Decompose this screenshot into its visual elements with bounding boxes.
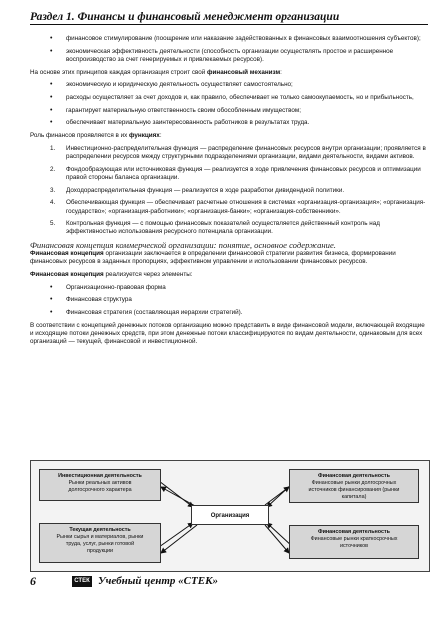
paragraph-cashflow: В соответствии с концепцией денежных потоков организацию можно представить в виде финансовой модели, включающей входящие и исходящие потоки денежных средств, при этом денежные потоки классифицируются по видам деятельности, одинаковым для всех организаций — текущей, финансовой и инвестиционной. xyxy=(30,321,425,346)
page-header xyxy=(30,7,428,25)
page-number: 6 xyxy=(30,574,36,588)
paragraph-concept xyxy=(30,250,428,266)
numbered-item xyxy=(30,220,428,236)
box-current xyxy=(39,523,161,563)
item-number: 1. xyxy=(50,144,56,152)
item-text: Инвестиционно-распределительная функция — распределение финансовых ресурсов внутри организации; проявляется в распределении ресурсов между структурными подразделениями организации, видами деятельности, видами активов. xyxy=(66,144,426,161)
item-number: 3. xyxy=(50,186,56,194)
paragraph-functions xyxy=(30,132,428,140)
list-item: • Финансовая структура xyxy=(30,296,428,304)
publisher-name: Учебный центр «СТЕК» xyxy=(98,575,219,587)
arrow-invest-out xyxy=(161,487,197,507)
box-desc: Рынки реальных активов долгосрочного характера xyxy=(68,480,132,493)
box-financial-short xyxy=(289,525,419,559)
cashflow-diagram xyxy=(30,460,430,572)
paragraph-elements xyxy=(30,271,428,279)
box-desc: Рынки сырья и материалов, рынки труда, услуг, рынки готовой продукции xyxy=(56,534,144,554)
list-item: • экономическая эффективность деятельности (способность организации осуществлять простое и расширенное воспроизводство за счет генерируемых и привлекаемых ресурсов). xyxy=(30,48,428,64)
item-number: 5. xyxy=(50,220,56,228)
numbered-item xyxy=(30,145,428,161)
list-item: • финансовое стимулирование (поощрение или наказание задействованных в финансовых взаимоотношения субъектов); xyxy=(30,35,428,43)
item-number: 2. xyxy=(50,165,56,173)
arrow-fin1-out xyxy=(265,487,289,505)
paragraph-mechanism xyxy=(30,69,428,77)
bold-term: Финансовая концепция xyxy=(30,250,104,258)
box-investment xyxy=(39,469,161,501)
numbered-item xyxy=(30,166,428,182)
box-desc: Финансовые рынки краткосрочных источников xyxy=(310,536,398,549)
page-footer xyxy=(30,573,428,590)
arrow-current-in xyxy=(159,523,193,547)
box-organization: Организация xyxy=(191,505,269,525)
text: реализуется через элементы: xyxy=(103,271,193,279)
list-item: • обеспечивает материальную заинтересованность работников в результатах труда. xyxy=(30,119,428,127)
item-text: Фондообразующая или источниковая функция — реализуется в ходе привлечения финансовых ресурсов и оптимизации правой стороны баланса организации. xyxy=(66,165,421,181)
text: : xyxy=(280,68,282,76)
page-content xyxy=(30,35,428,351)
item-text: Обеспечивающая функция — обеспечивает расчетные отношения в системах «организация-организация»; «организация-государство»; «организация-работники»; «организация-банки»; «организация-собственники». xyxy=(66,199,426,215)
box-desc: Финансовые рынки долгосрочных источников финансирования (рынки капитала) xyxy=(308,480,400,500)
arrow-fin2-out xyxy=(265,525,289,553)
text: организации заключается в определении финансовой стратегии развития бизнеса, формировании финансовых ресурсов в заданных пропорциях, эффективном управлении и использовании финансовых ресурсов. xyxy=(30,250,396,266)
box-title: Инвестиционная деятельность xyxy=(58,473,142,479)
item-text: Доходораспределительная функция — реализуется в ходе разработки дивидендной политики. xyxy=(66,186,345,194)
item-text: Контрольная функция — с помощью финансовых показателей осуществляется действенный контроль над эффективностью использования ресурсного потенциала организации. xyxy=(66,220,380,236)
list-item: • экономическую и юридическую деятельность осуществляет самостоятельно; xyxy=(30,81,428,89)
text: На основе этих принципов каждая организация строит свой xyxy=(30,68,208,76)
bold-term: финансовый механизм xyxy=(207,68,281,76)
stek-logo: СТЕК xyxy=(72,576,92,587)
list-item: • расходы осуществляет за счет доходов и, как правило, обеспечивает не только самоокупаемость, но и прибыльность, xyxy=(30,94,428,102)
section-title: Финансовая концепция коммерческой организации: понятие, основное содержание. xyxy=(30,240,336,251)
arrow-current-out xyxy=(161,525,197,553)
arrow-invest-in xyxy=(159,481,193,507)
text: Роль финансов проявляется в их xyxy=(30,132,129,140)
numbered-item xyxy=(30,187,428,195)
box-title: Финансовая деятельность xyxy=(318,473,390,479)
box-title: Текущая деятельность xyxy=(69,527,131,533)
list-item: • Финансовая стратегия (составляющая иерархии стратегий). xyxy=(30,309,428,317)
bold-term: функциях xyxy=(129,132,160,140)
numbered-item xyxy=(30,199,428,215)
text: : xyxy=(159,132,162,140)
box-financial-long xyxy=(289,469,419,503)
box-title: Финансовая деятельность xyxy=(318,529,390,535)
item-number: 4. xyxy=(50,199,56,207)
bold-term: Финансовая концепция xyxy=(30,271,104,279)
header-title: Раздел 1. Финансы и финансовый менеджмент организации xyxy=(30,11,340,23)
list-item: • гарантирует материальную ответственность своим обособленным имуществом; xyxy=(30,107,428,115)
list-item: • Организационно-правовая форма xyxy=(30,284,428,292)
